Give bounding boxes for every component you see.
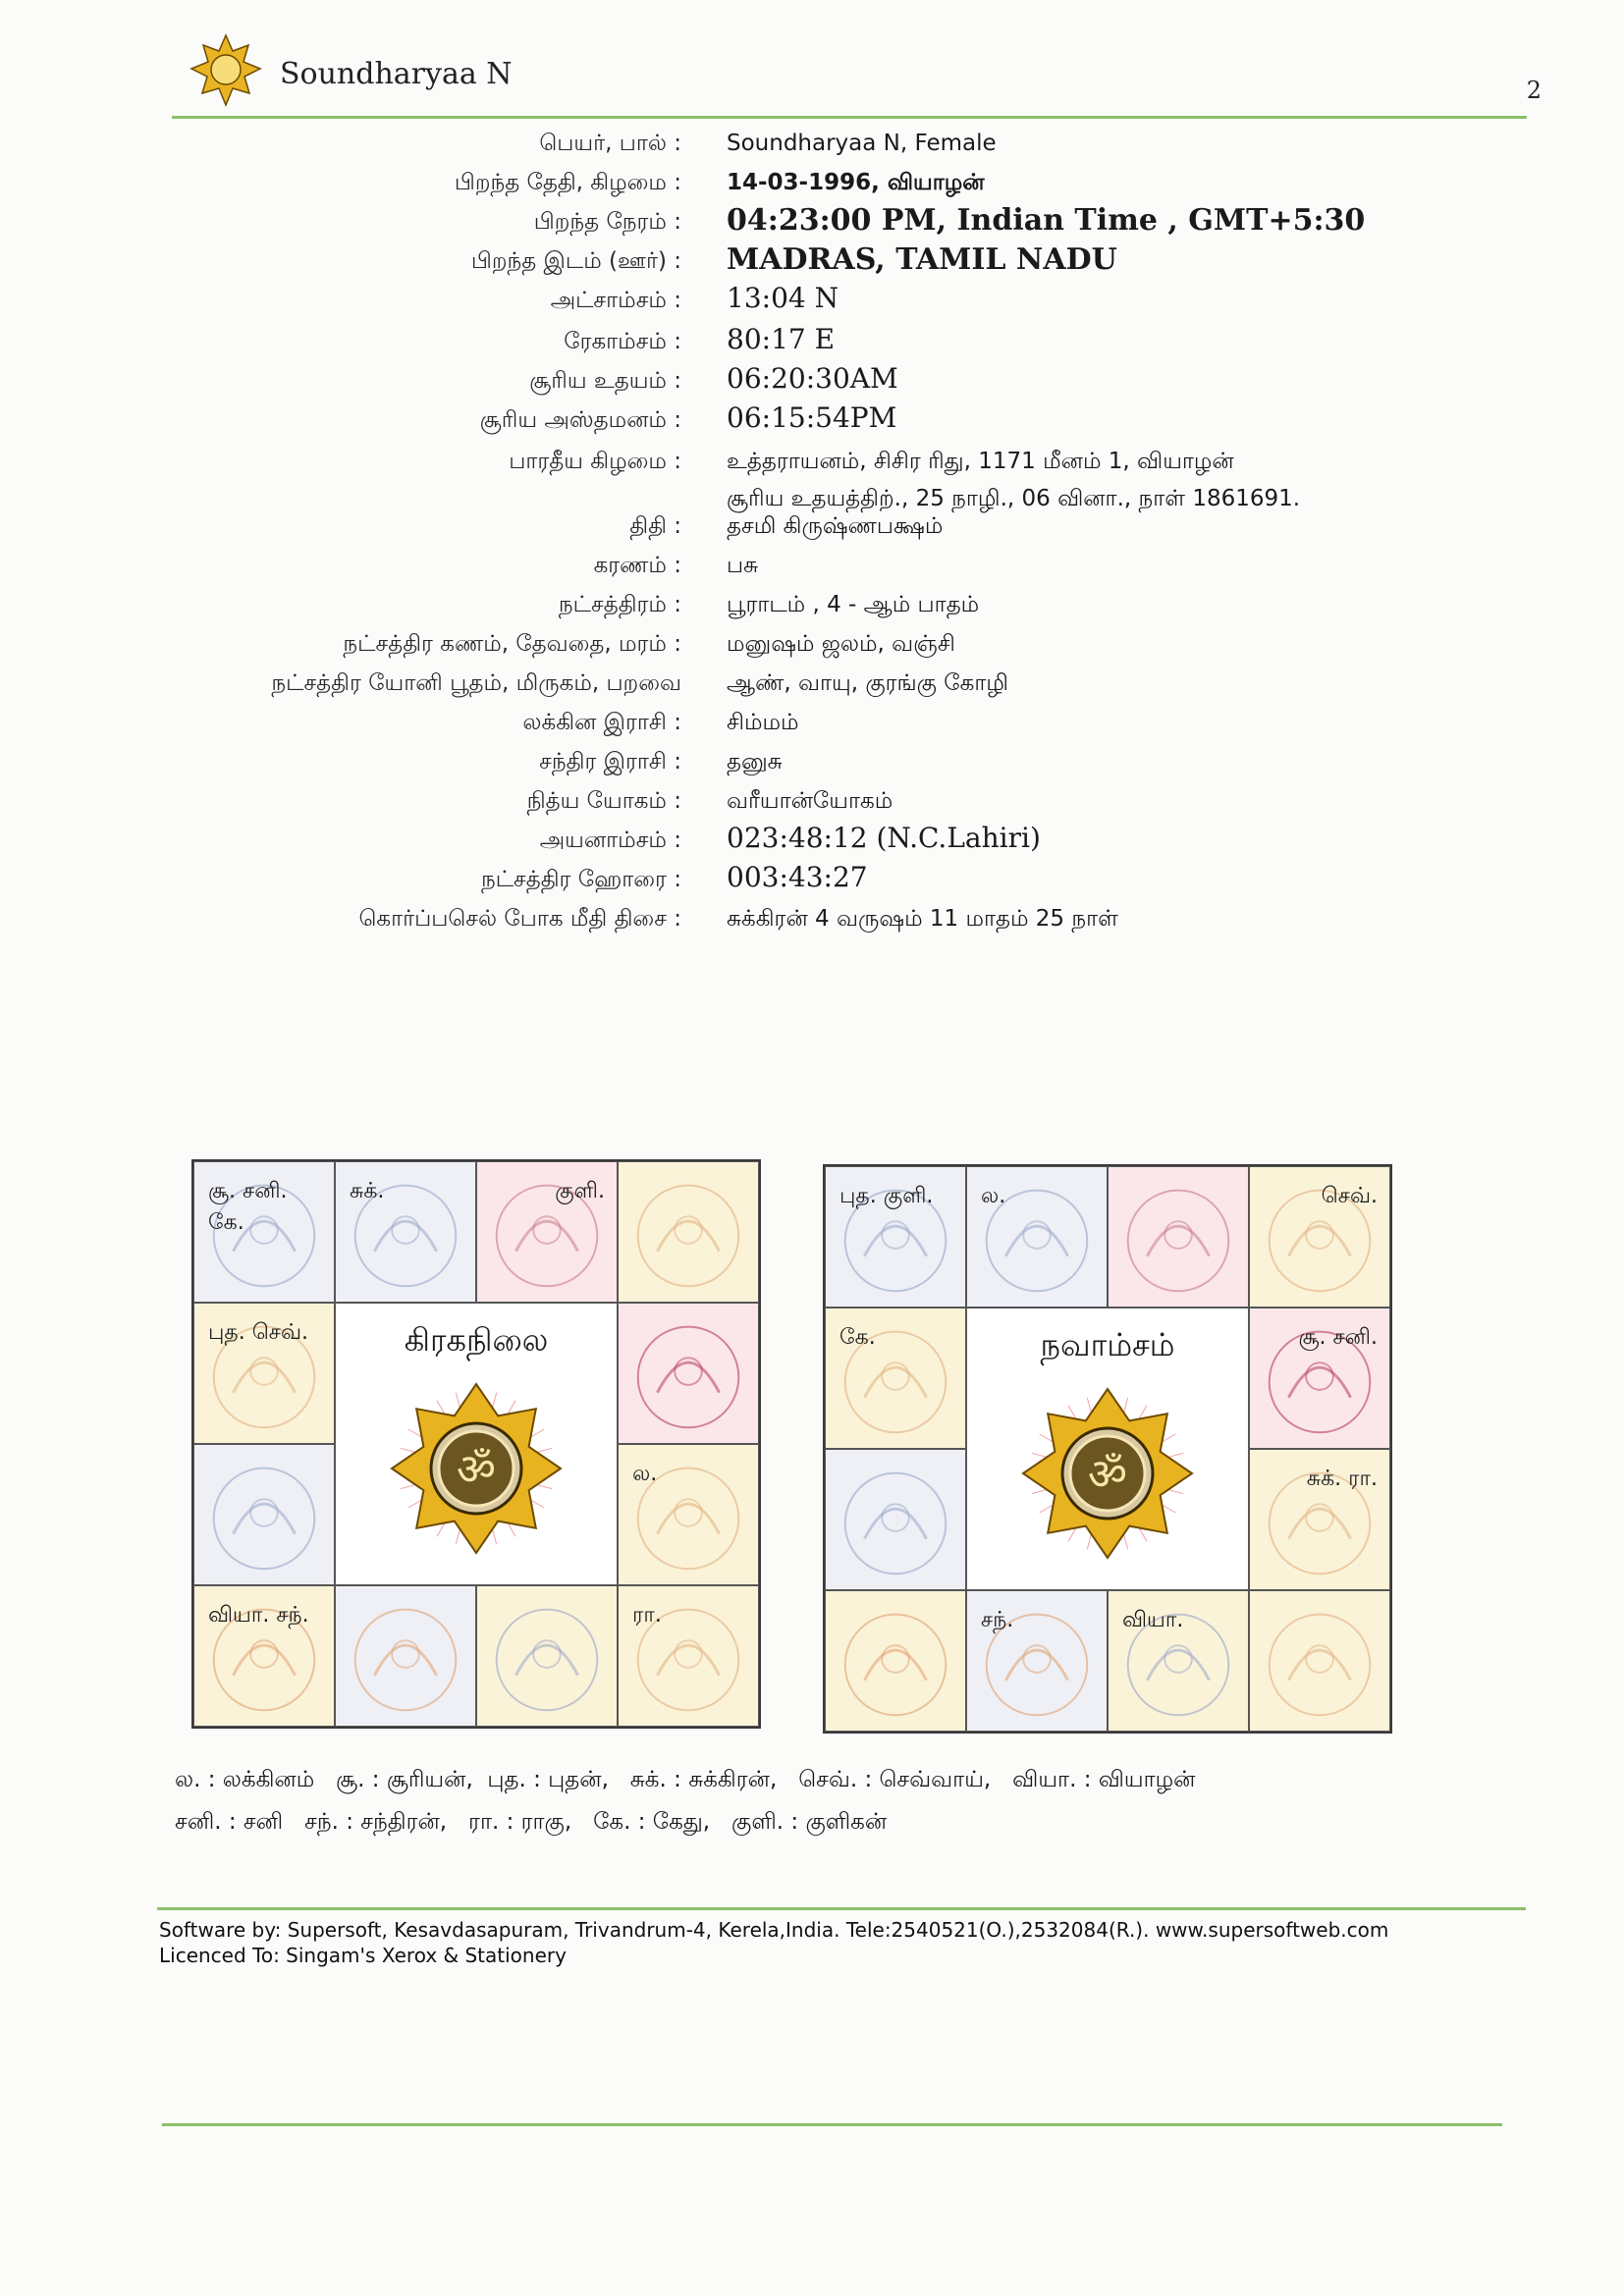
chart-title: கிரகநிலை xyxy=(404,1321,549,1359)
detail-value: MADRAS, TAMIL NADU xyxy=(727,242,1117,277)
house-planets: செவ். xyxy=(1321,1184,1378,1208)
house-taurus xyxy=(1108,1166,1249,1308)
detail-label: கரணம் : xyxy=(593,553,681,578)
detail-value: 04:23:00 PM, Indian Time , GMT+5:30 xyxy=(727,203,1366,238)
footer-divider-bottom xyxy=(162,2123,1502,2126)
house-libra xyxy=(476,1585,618,1727)
detail-value: 80:17 E xyxy=(727,323,836,355)
house-planets: புத. குளி. xyxy=(839,1184,934,1208)
sun-logo-icon xyxy=(187,31,265,110)
detail-label: பிறந்த இடம் (ஊர்) : xyxy=(470,248,681,274)
house-scorpio xyxy=(335,1585,476,1727)
zodiac-sign-icon xyxy=(1250,1591,1389,1731)
house-leo xyxy=(618,1444,759,1585)
house-planets: கே. xyxy=(839,1325,876,1350)
detail-label: நட்சத்திர கணம், தேவதை, மரம் : xyxy=(343,631,681,657)
detail-value: மனுஷம் ஜலம், வஞ்சி xyxy=(727,631,955,657)
house-aries xyxy=(966,1166,1108,1308)
house-virgo xyxy=(1249,1590,1390,1732)
detail-label: சூரிய உதயம் : xyxy=(529,368,681,394)
house-aquarius xyxy=(825,1308,966,1449)
house-planets: சுக். ரா. xyxy=(1306,1467,1378,1491)
detail-value: பூராடம் , 4 - ஆம் பாதம் xyxy=(727,592,980,617)
house-cancer xyxy=(618,1303,759,1444)
detail-value: 023:48:12 (N.C.Lahiri) xyxy=(727,822,1041,854)
house-planets: குளி. xyxy=(555,1179,605,1203)
house-capricorn xyxy=(825,1449,966,1590)
navamsa-chart xyxy=(823,1164,1392,1734)
detail-label: பெயர், பால் : xyxy=(539,131,681,156)
house-taurus xyxy=(476,1161,618,1303)
house-sagittarius xyxy=(825,1590,966,1732)
house-leo xyxy=(1249,1449,1390,1590)
house-pisces xyxy=(825,1166,966,1308)
house-planets: ல. xyxy=(981,1184,1006,1208)
house-planets: ல. xyxy=(632,1462,658,1486)
chart-title: நவாம்சம் xyxy=(1040,1326,1175,1363)
house-planets: சூ. சனி. கே. xyxy=(208,1179,288,1235)
zodiac-sign-icon xyxy=(1109,1167,1248,1307)
zodiac-sign-icon xyxy=(477,1586,617,1726)
header-name: Soundharyaa N xyxy=(280,57,513,91)
detail-label: நட்சத்திர ஹோரை : xyxy=(480,867,681,892)
house-aries xyxy=(335,1161,476,1303)
footer-software-credit: Software by: Supersoft, Kesavdasapuram, Trivandrum-4, Kerela,India. Tele:2540521(O.),2532084(R.). www.supersoftweb.com xyxy=(159,1918,1389,1942)
detail-label: பிறந்த நேரம் : xyxy=(533,209,681,235)
detail-label: லக்கின இராசி : xyxy=(522,710,681,735)
svg-text:ॐ: ॐ xyxy=(1087,1450,1128,1500)
house-scorpio xyxy=(966,1590,1108,1732)
detail-value: தனுசு xyxy=(727,749,783,774)
detail-value: ஆண், வாயு, குரங்கு கோழி xyxy=(727,670,1008,696)
zodiac-sign-icon xyxy=(619,1162,758,1302)
detail-value-line2: சூரிய உதயத்திற்., 25 நாழி., 06 வினா., நாள் 1861691. xyxy=(727,486,1301,511)
detail-label: நித்ய யோகம் : xyxy=(526,788,681,814)
house-planets: சந். xyxy=(981,1608,1014,1632)
detail-value: 06:20:30AM xyxy=(727,362,898,395)
page-number: 2 xyxy=(1526,77,1542,104)
detail-value: 14-03-1996, வியாழன் xyxy=(727,170,985,195)
detail-label: அயனாம்சம் : xyxy=(539,828,681,853)
house-libra xyxy=(1108,1590,1249,1732)
page-header xyxy=(187,27,1542,116)
header-divider xyxy=(172,116,1527,119)
footer-divider-top xyxy=(157,1907,1526,1910)
zodiac-sign-icon xyxy=(826,1591,965,1731)
zodiac-sign-icon xyxy=(194,1445,334,1584)
zodiac-sign-icon xyxy=(826,1450,965,1589)
zodiac-sign-icon xyxy=(619,1304,758,1443)
house-capricorn xyxy=(193,1444,335,1585)
detail-label: கொர்ப்பசெல் போக மீதி திசை : xyxy=(358,906,681,932)
detail-value: 13:04 N xyxy=(727,282,839,314)
abbreviation-legend-line1: ல. : லக்கினம் சூ. : சூரியன், புத. : புதன், சுக். : சுக்கிரன், செவ். : செவ்வாய், வியா. : வியாழன் xyxy=(175,1767,1196,1792)
zodiac-sign-icon xyxy=(336,1586,475,1726)
house-planets: சுக். xyxy=(350,1179,385,1203)
detail-label: சந்திர இராசி : xyxy=(539,749,681,774)
detail-label: சூரிய அஸ்தமனம் : xyxy=(479,407,681,433)
detail-value: சுக்கிரன் 4 வருஷம் 11 மாதம் 25 நாள் xyxy=(727,906,1118,932)
house-gemini xyxy=(618,1161,759,1303)
detail-value: சிம்மம் xyxy=(727,710,799,735)
house-planets: வியா. சந். xyxy=(208,1603,309,1628)
house-planets: வியா. xyxy=(1122,1608,1184,1632)
abbreviation-legend-line2: சனி. : சனி சந். : சந்திரன், ரா. : ராகு, கே. : கேது, குளி. : குளிகன் xyxy=(175,1809,888,1835)
svg-text:ॐ: ॐ xyxy=(456,1445,497,1495)
detail-value: உத்தராயனம், சிசிர ரிது, 1171 மீனம் 1, வியாழன் xyxy=(727,449,1234,474)
detail-value: 003:43:27 xyxy=(727,861,868,893)
house-planets: ரா. xyxy=(632,1603,662,1628)
detail-value: பசு xyxy=(727,553,759,578)
detail-value: Soundharyaa N, Female xyxy=(727,131,997,156)
detail-label: திதி : xyxy=(629,513,681,539)
house-virgo xyxy=(618,1585,759,1727)
rasi-chart xyxy=(191,1159,761,1729)
om-emblem-icon xyxy=(1019,1385,1196,1562)
detail-label: நட்சத்திர யோனி பூதம், மிருகம், பறவை xyxy=(271,670,681,696)
om-emblem-icon xyxy=(388,1380,565,1557)
house-planets: புத. செவ். xyxy=(208,1320,309,1345)
house-cancer xyxy=(1249,1308,1390,1449)
detail-value: தசமி கிருஷ்ணபக்ஷம் xyxy=(727,513,944,539)
house-gemini xyxy=(1249,1166,1390,1308)
house-planets: சூ. சனி. xyxy=(1298,1325,1378,1350)
detail-label: பிறந்த தேதி, கிழமை : xyxy=(454,170,681,195)
detail-label: அட்சாம்சம் : xyxy=(550,288,681,313)
house-sagittarius xyxy=(193,1585,335,1727)
house-aquarius xyxy=(193,1303,335,1444)
detail-label: நட்சத்திரம் : xyxy=(558,592,681,617)
detail-value: வரீயான்யோகம் xyxy=(727,788,893,814)
detail-label: ரேகாம்சம் : xyxy=(564,329,681,354)
chart-center xyxy=(966,1308,1249,1590)
detail-label: பாரதீய கிழமை : xyxy=(509,449,681,474)
chart-center xyxy=(335,1303,618,1585)
house-pisces xyxy=(193,1161,335,1303)
footer-license: Licenced To: Singam's Xerox & Stationery xyxy=(159,1944,567,1967)
detail-value: 06:15:54PM xyxy=(727,401,897,434)
